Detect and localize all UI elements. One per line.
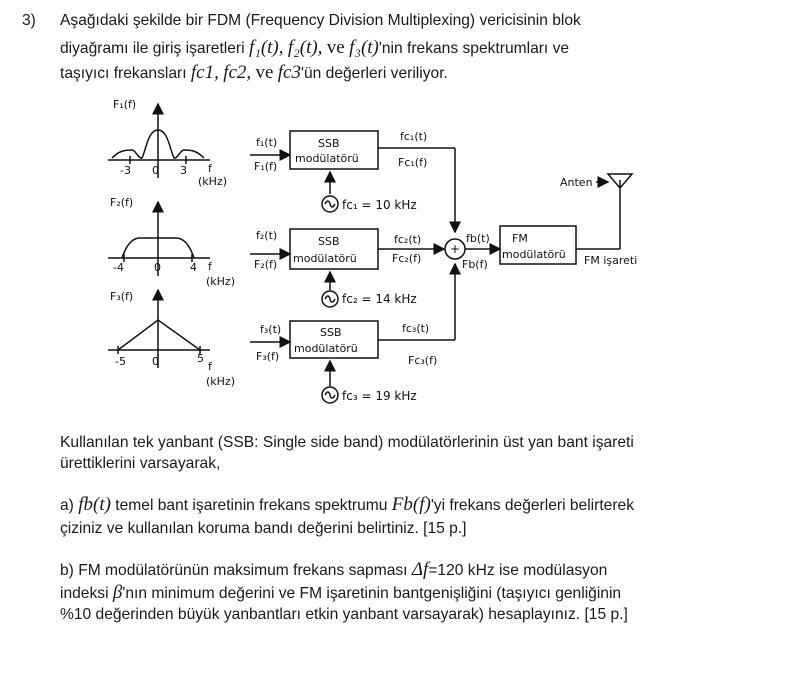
spectrum-3-label: F₃(f)	[110, 290, 134, 303]
fb-f-label: Fb(f)	[462, 258, 488, 271]
ssb-1-title: SSB	[318, 137, 340, 150]
spectrum-3-tick-neg: -5	[115, 355, 126, 368]
delta-f-symbol: Δf	[411, 559, 429, 580]
part-a-prefix: a)	[60, 497, 74, 514]
ve-word: ve	[326, 37, 345, 58]
ssb-3-input-f: F₃(f)	[256, 350, 280, 363]
fc2-symbol: fc2,	[223, 62, 252, 83]
ssb-2-output-f: Fc₂(f)	[392, 252, 422, 265]
ssb-3-subtitle: modülatörü	[294, 342, 358, 355]
ssb-block-1	[250, 131, 455, 232]
part-b-text-2: =120 kHz ise modülasyon	[428, 562, 608, 579]
assumption-line-2: ürettiklerini varsayarak,	[60, 455, 221, 472]
fc3-symbol: fc3	[277, 62, 301, 83]
intro-line-3-tail: 'ün değerleri veriliyor.	[301, 65, 448, 82]
spectrum-1-tick-neg: -3	[120, 164, 131, 177]
ssb-1-input-f: F₁(f)	[254, 160, 278, 173]
fm-block-subtitle: modülatörü	[502, 248, 566, 261]
ssb-2-title: SSB	[318, 235, 340, 248]
intro-line-2-text: diyağramı ile giriş işaretleri	[60, 40, 245, 57]
spectrum-3-tick-pos: 5	[197, 352, 204, 365]
spectrum-3-unit: (kHz)	[206, 375, 235, 388]
ssb-1-subtitle: modülatörü	[295, 152, 359, 165]
spectrum-1-tick-zero: 0	[152, 164, 159, 177]
ssb-1-input-t: f₁(t)	[256, 136, 278, 149]
part-a-line-2: çiziniz ve kullanılan koruma bandı değerini belirtiniz. [15 p.]	[60, 520, 467, 537]
ssb-2-input-t: f₂(t)	[256, 229, 278, 242]
ssb-3-output-f: Fc₃(f)	[408, 354, 438, 367]
spectrum-2-tick-neg: -4	[113, 261, 124, 274]
spectrum-1-unit: (kHz)	[198, 175, 227, 188]
intro-line-3-text: taşıyıcı frekansları	[60, 65, 187, 82]
assumption-line-1: Kullanılan tek yanbant (SSB: Single side band) modülatörlerinin üst yan bant işareti	[60, 434, 634, 451]
carrier-1-label: fc₁ = 10 kHz	[342, 198, 417, 212]
ssb-2-output-t: fc₂(t)	[394, 233, 422, 246]
spectrum-1-label: F₁(f)	[113, 98, 137, 111]
f2-symbol: f₂(t),	[287, 37, 323, 58]
carrier-3-label: fc₃ = 19 kHz	[342, 389, 417, 403]
part-a-text-1: temel bant işaretinin frekans spektrumu	[115, 497, 388, 514]
Fb-f-symbol: Fb(f)	[391, 494, 431, 515]
spectrum-2-axis-f: f	[208, 260, 212, 273]
part-b-text-3: indeksi	[60, 585, 109, 602]
spectrum-2-unit: (kHz)	[206, 275, 235, 288]
spectrum-3-tick-zero: 0	[152, 355, 159, 368]
part-b-line-2	[60, 582, 621, 604]
ssb-2-input-f: F₂(f)	[254, 258, 278, 271]
ve-word-2: ve	[255, 62, 274, 83]
spectrum-2-label: F₂(f)	[110, 196, 134, 209]
intro-line-2-tail: 'nin frekans spektrumları ve	[378, 40, 570, 57]
question-number: 3)	[22, 12, 36, 29]
part-b-line-1	[60, 559, 607, 581]
spectrum-1-tick-pos: 3	[180, 164, 187, 177]
part-b-text-1: b) FM modülatörünün maksimum frekans sapması	[60, 562, 408, 579]
fb-t-label: fb(t)	[466, 232, 490, 245]
fc1-symbol: fc1,	[190, 62, 219, 83]
fm-block-title: FM	[512, 232, 528, 245]
spectrum-1-axis-f: f	[208, 162, 212, 175]
carrier-2-label: fc₂ = 14 kHz	[342, 292, 417, 306]
spectrum-3-axis-f: f	[208, 360, 212, 373]
fm-output-label: FM işareti	[584, 254, 638, 267]
ssb-1-output-t: fc₁(t)	[400, 130, 428, 143]
part-b-line-3: %10 değerinden büyük yanbantları etkin yanbant varsayarak) hesaplayınız. [15 p.]	[60, 606, 628, 623]
adder-plus: +	[450, 242, 461, 256]
ssb-3-output-t: fc₃(t)	[402, 322, 430, 335]
part-a-text-2: 'yi frekans değerleri belirterek	[430, 497, 635, 514]
spectrum-2-tick-pos: 4	[190, 261, 197, 274]
intro-line-1: Aşağıdaki şekilde bir FDM (Frequency Division Multiplexing) vericisinin blok	[60, 12, 581, 29]
f1-symbol: f₁(t),	[248, 37, 284, 58]
part-a-line-1	[60, 494, 634, 516]
f3-symbol: f₃(t)	[349, 37, 379, 58]
ssb-1-output-f: Fc₁(f)	[398, 156, 428, 169]
ssb-2-subtitle: modülatörü	[293, 252, 357, 265]
part-b-text-4: 'nın minimum değerini ve FM işaretinin bantgenişliğini (taşıyıcı genliğinin	[122, 585, 622, 602]
beta-symbol: β	[112, 582, 123, 603]
antenna-label: Anten	[560, 176, 593, 189]
ssb-3-title: SSB	[320, 326, 342, 339]
fb-t-symbol: fb(t)	[78, 494, 111, 515]
ssb-3-input-t: f₃(t)	[260, 323, 282, 336]
spectrum-2-tick-zero: 0	[154, 261, 161, 274]
